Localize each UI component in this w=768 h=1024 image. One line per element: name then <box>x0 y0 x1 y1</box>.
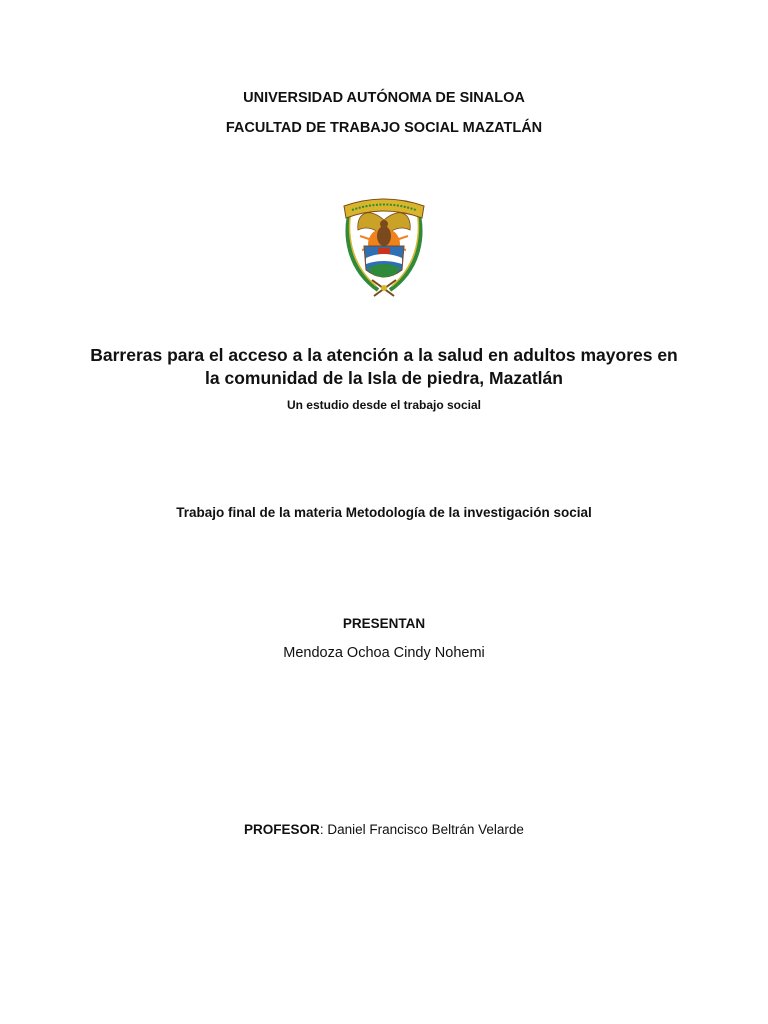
document-title: Barreras para el acceso a la atención a la salud en adultos mayores en la comunidad de la Isla de piedra, Mazatlán <box>90 345 678 388</box>
author-name: Mendoza Ochoa Cindy Nohemi <box>283 645 485 661</box>
professor-line <box>0 822 768 837</box>
faculty-name: FACULTAD DE TRABAJO SOCIAL MAZATLÁN <box>225 120 543 136</box>
university-crest-icon <box>338 184 430 300</box>
course-description: Trabajo final de la materia Metodología de la investigación social <box>176 505 592 520</box>
university-name: UNIVERSIDAD AUTÓNOMA DE SINALOA <box>243 90 525 106</box>
professor-name: Daniel Francisco Beltrán Velarde <box>327 822 524 837</box>
document-subtitle: Un estudio desde el trabajo social <box>286 398 482 412</box>
professor-separator: : <box>319 822 328 837</box>
professor-label: PROFESOR <box>244 822 320 837</box>
authors-label: PRESENTAN <box>342 616 426 631</box>
